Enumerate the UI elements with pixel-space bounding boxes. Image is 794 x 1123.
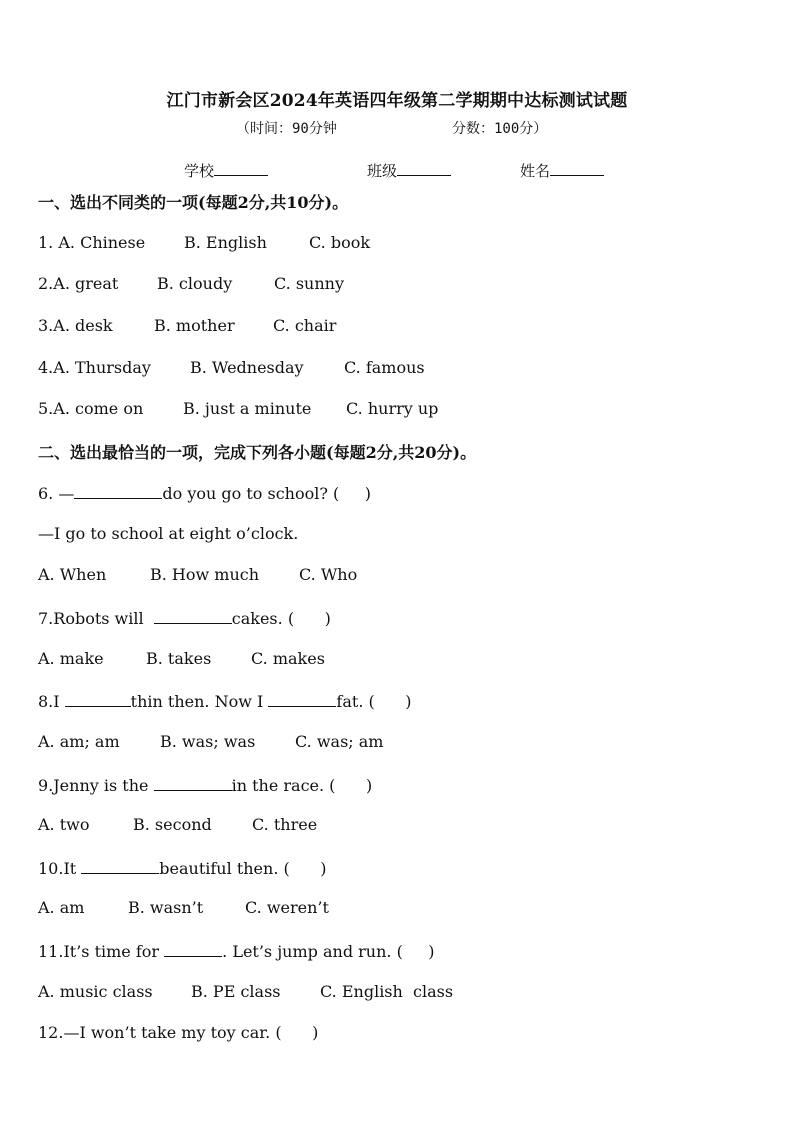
question-10-c: C. weren’t	[245, 898, 329, 917]
question-5-a: 5.A. come on	[38, 399, 144, 418]
question-1-b: B. English	[184, 233, 267, 252]
question-7-c: C. makes	[251, 649, 325, 668]
question-10-blank	[81, 857, 159, 874]
question-9	[38, 774, 372, 795]
class-label: 班级	[367, 162, 398, 180]
question-7	[38, 607, 331, 628]
question-8	[38, 690, 411, 711]
question-9-a: A. two	[38, 815, 90, 834]
question-8-blank-2	[268, 690, 336, 707]
question-9-c: C. three	[252, 815, 318, 834]
school-blank	[214, 161, 268, 176]
question-2-b: B. cloudy	[157, 274, 233, 293]
question-10-post: beautiful then. ( )	[159, 859, 327, 878]
name-blank	[550, 161, 604, 176]
question-6-answer-line: —I go to school at eight o’clock.	[38, 524, 299, 543]
question-2-a: 2.A. great	[38, 274, 119, 293]
section-2-heading: 二、选出最恰当的一项，完成下列各小题(每题2分,共20分)。	[38, 443, 477, 462]
question-11-c: C. English class	[320, 982, 454, 1001]
question-6-b: B. How much	[150, 565, 260, 584]
question-9-pre: 9.Jenny is the	[38, 776, 154, 795]
question-10-a: A. am	[38, 898, 85, 917]
question-8-a: A. am; am	[38, 732, 120, 751]
question-11-b: B. PE class	[191, 982, 281, 1001]
exam-title: 江门市新会区2024年英语四年级第二学期期中达标测试试题	[166, 91, 628, 111]
question-8-c: C. was; am	[295, 732, 384, 751]
name-label: 姓名	[520, 162, 551, 180]
question-7-blank	[154, 607, 232, 624]
question-11-post: . Let’s jump and run. ( )	[222, 942, 435, 961]
question-11-pre: 11.It’s time for	[38, 942, 165, 961]
question-7-b: B. takes	[146, 649, 212, 668]
class-field	[367, 160, 451, 181]
question-8-mid: thin then. Now I	[130, 692, 269, 711]
question-12: 12.—I won’t take my toy car. ( )	[38, 1023, 319, 1042]
question-8-b: B. was; was	[160, 732, 256, 751]
question-6-post: do you go to school? ( )	[162, 484, 371, 503]
question-11	[38, 940, 435, 961]
question-9-post: in the race. ( )	[231, 776, 373, 795]
question-5-c: C. hurry up	[346, 399, 439, 418]
question-6-a: A. When	[38, 565, 107, 584]
question-9-blank	[154, 774, 232, 791]
question-3-c: C. chair	[273, 316, 337, 335]
question-8-blank-1	[65, 690, 131, 707]
class-blank	[397, 161, 451, 176]
question-8-post: fat. ( )	[336, 692, 412, 711]
name-field	[520, 160, 604, 181]
question-1-c: C. book	[309, 233, 371, 252]
question-1-a: 1. A. Chinese	[38, 233, 146, 252]
question-3-b: B. mother	[154, 316, 235, 335]
question-5-b: B. just a minute	[183, 399, 312, 418]
question-7-a: A. make	[38, 649, 104, 668]
question-4-c: C. famous	[344, 358, 425, 377]
question-6	[38, 482, 371, 503]
question-4-b: B. Wednesday	[190, 358, 304, 377]
question-4-a: 4.A. Thursday	[38, 358, 151, 377]
question-10-b: B. wasn’t	[128, 898, 204, 917]
exam-time: （时间：90分钟	[236, 121, 337, 137]
question-11-a: A. music class	[38, 982, 153, 1001]
question-7-post: cakes. ( )	[231, 609, 331, 628]
question-6-blank	[74, 482, 162, 499]
section-1-heading: 一、选出不同类的一项(每题2分,共10分)。	[38, 193, 349, 212]
school-field	[184, 160, 268, 181]
question-11-blank	[164, 940, 222, 957]
question-10-pre: 10.It	[38, 859, 82, 878]
question-3-a: 3.A. desk	[38, 316, 113, 335]
question-9-b: B. second	[133, 815, 212, 834]
question-10	[38, 857, 327, 878]
question-6-c: C. Who	[299, 565, 358, 584]
exam-score: 分数：100分）	[452, 121, 548, 137]
question-7-pre: 7.Robots will	[38, 609, 154, 628]
school-label: 学校	[184, 162, 215, 180]
question-2-c: C. sunny	[274, 274, 345, 293]
question-6-pre: 6. —	[38, 484, 75, 503]
question-8-pre: 8.I	[38, 692, 65, 711]
